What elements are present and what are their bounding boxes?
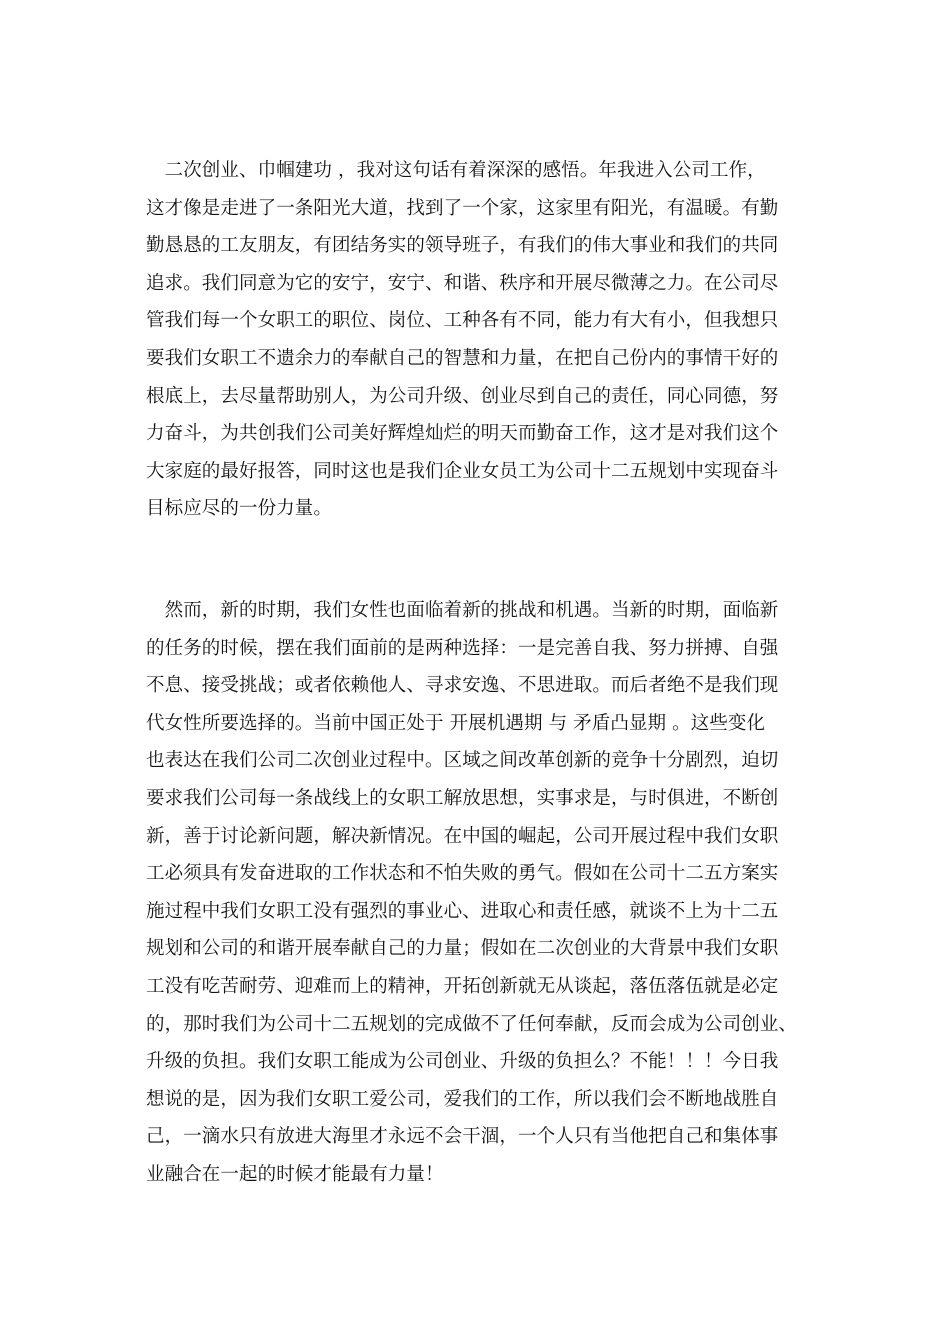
text-line: 工必须具有发奋进取的工作状态和不怕失败的勇气。假如在公司十二五方案实 (146, 863, 779, 885)
text-line: 的，那时我们为公司十二五规划的完成做不了任何奉献，反而会成为公司创业、 (146, 1013, 798, 1035)
text-line: 业融合在一起的时候才能最有力量！ (146, 1163, 444, 1185)
text-line: 追求。我们同意为它的安宁，安宁、和谐、秩序和开展尽微薄之力。在公司尽 (146, 272, 779, 294)
text-line: 新，善于讨论新问题，解决新情况。在中国的崛起，公司开展过程中我们女职 (146, 825, 779, 847)
text-line: 管我们每一个女职工的职位、岗位、工种各有不同，能力有大有小，但我想只 (146, 310, 779, 332)
text-line: 升级的负担。我们女职工能成为公司创业、升级的负担么？不能！！！今日我 (146, 1051, 779, 1073)
text-line: 工没有吃苦耐劳、迎难而上的精神，开拓创新就无从谈起，落伍落伍就是必定 (146, 975, 779, 997)
text-line: 的任务的时候，摆在我们面前的是两种选择：一是完善自我、努力拼搏、自强 (146, 637, 779, 659)
text-line: 这才像是走进了一条阳光大道，找到了一个家，这家里有阳光，有温暖。有勤 (146, 197, 779, 219)
text-line: 代女性所要选择的。当前中国正处于 开展机遇期 与 矛盾凸显期 。这些变化 (146, 712, 766, 734)
text-line: 规划和公司的和谐开展奉献自己的力量；假如在二次创业的大背景中我们女职 (146, 938, 779, 960)
text-line: 不息、接受挑战；或者依赖他人、寻求安逸、不思进取。而后者绝不是我们现 (146, 675, 779, 697)
text-line: 施过程中我们女职工没有强烈的事业心、进取心和责任感，就谈不上为十二五 (146, 900, 779, 922)
text-line: 然而，新的时期，我们女性也面临着新的挑战和机遇。当新的时期，面临新 (146, 600, 779, 621)
text-line: 想说的是，因为我们女职工爱公司，爱我们的工作，所以我们会不断地战胜自 (146, 1088, 779, 1110)
text-line: 要求我们公司每一条战线上的女职工解放思想，实事求是，与时俱进，不断创 (146, 787, 779, 809)
paragraph-2 (146, 592, 806, 1194)
text-line: 也表达在我们公司二次创业过程中。区域之间改革创新的竞争十分剧烈，迫切 (146, 750, 779, 772)
text-line: 要我们女职工不遗余力的奉献自己的智慧和力量，在把自己份内的事情干好的 (146, 347, 779, 369)
text-line: 己，一滴水只有放进大海里才永远不会干涸，一个人只有当他把自己和集体事 (146, 1126, 779, 1148)
text-line: 根底上，去尽量帮助别人，为公司升级、创业尽到自己的责任，同心同德，努 (146, 385, 779, 407)
text-line: 目标应尽的一份力量。 (146, 498, 333, 520)
text-line: 力奋斗，为共创我们公司美好辉煌灿烂的明天而勤奋工作，这才是对我们这个 (146, 423, 779, 445)
text-line: 大家庭的最好报答，同时这也是我们企业女员工为公司十二五规划中实现奋斗 (146, 460, 779, 482)
text-line: 勤恳恳的工友朋友，有团结务实的领导班子，有我们的伟大事业和我们的共同 (146, 235, 779, 257)
paragraph-1 (146, 152, 806, 528)
text-line: 二次创业、巾帼建功 ，我对这句话有着深深的感悟。年我进入公司工作， (146, 160, 766, 181)
